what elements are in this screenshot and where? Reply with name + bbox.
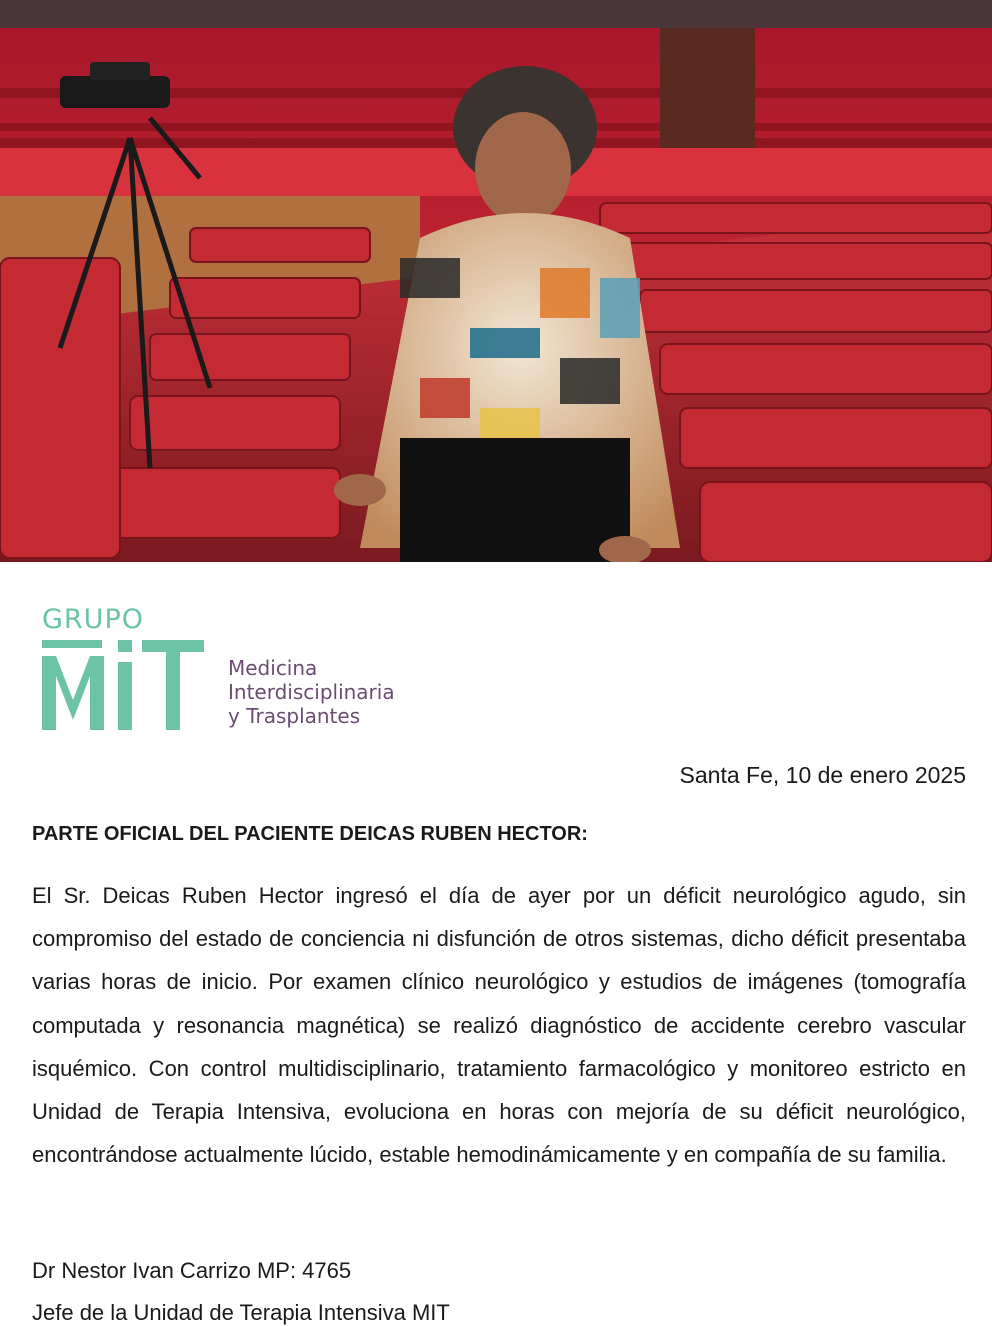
mit-logo-mark <box>40 640 210 732</box>
grupo-mit-logo <box>40 604 460 734</box>
header-photo <box>0 28 992 562</box>
top-bar <box>0 0 992 28</box>
document-heading: PARTE OFICIAL DEL PACIENTE DEICAS RUBEN HECTOR: <box>32 823 588 845</box>
logo-grupo-text: GRUPO <box>42 604 144 635</box>
theater-photo-illustration <box>0 28 992 562</box>
logo-subtitle-line-3: y Trasplantes <box>228 704 361 728</box>
logo-subtitle-line-2: Interdisciplinaria <box>228 680 395 704</box>
document-body: El Sr. Deicas Ruben Hector ingresó el día de ayer por un déficit neurológico agudo, sin compromiso del estado de conciencia ni disfunción de otros sistemas, dicho déficit presentaba varias horas de inicio. Por examen clínico neurológico y estudios de imágenes (tomografía computada y resonancia magnética) se realizó diagnóstico de accidente cerebro vascular isquémico. Con control multidisciplinario, tratamiento farmacológico y monitoreo estricto en Unidad de Terapia Intensiva, evoluciona en horas con mejoría de su déficit neurológico, encontrándose actualmente lúcido, estable hemodinámicamente y en compañía de su familia. <box>32 883 966 1168</box>
logo-subtitle <box>228 656 395 728</box>
logo-subtitle-line-1: Medicina <box>228 656 318 680</box>
signature-name: Dr Nestor Ivan Carrizo MP: 4765 <box>32 1258 352 1283</box>
signature-role: Jefe de la Unidad de Terapia Intensiva MIT <box>32 1300 450 1325</box>
place-date: Santa Fe, 10 de enero 2025 <box>679 762 966 788</box>
